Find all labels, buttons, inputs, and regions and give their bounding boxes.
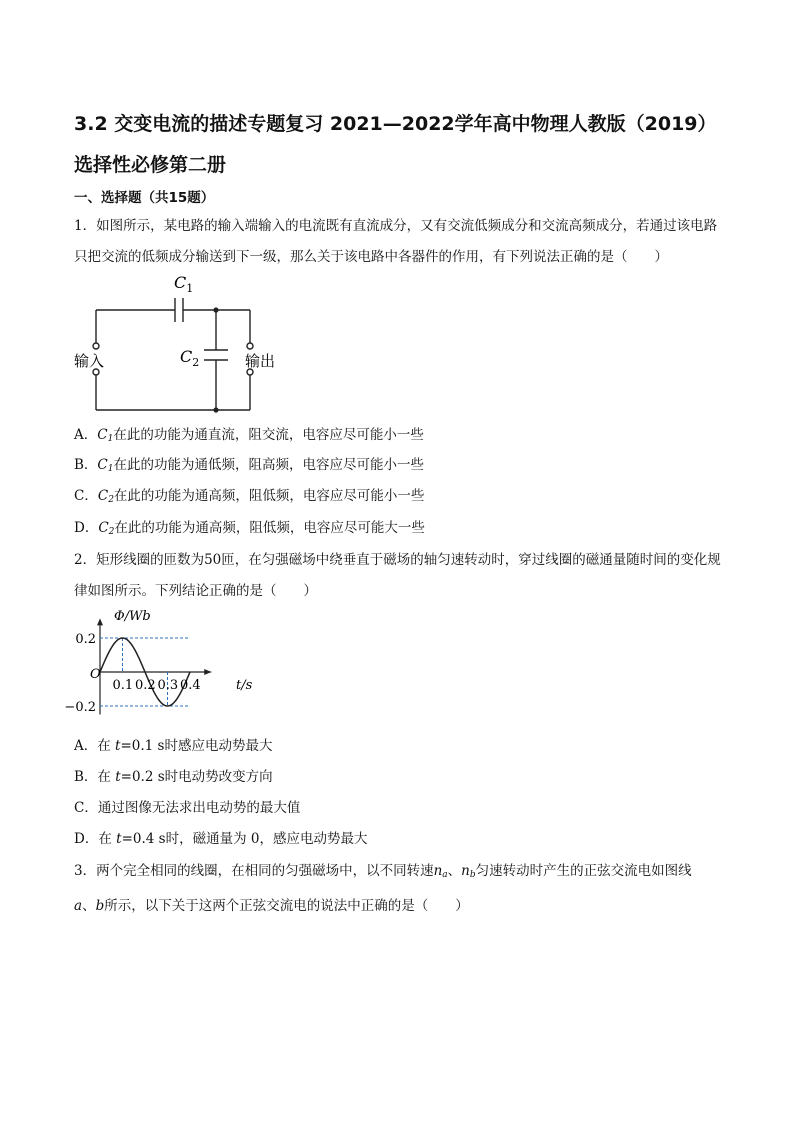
output-label: 输出 — [245, 352, 276, 370]
question-2-stem: 2．矩形线圈的匝数为50匝，在匀强磁场中绕垂直于磁场的轴匀速转动时，穿过线圈的磁通量随时间的变化规律如图所示。下列结论正确的是（ ） — [74, 552, 721, 599]
q1-option-a: A．$C_1$在此的功能为通直流，阻交流，电容应尽可能小一些 — [74, 427, 424, 444]
c2-label: $C_2$ — [180, 347, 200, 369]
q2-option-b: B．在 t=0.2 s时电动势改变方向 — [74, 769, 273, 785]
y-axis-arrow — [97, 618, 103, 625]
input-label: 输入 — [74, 352, 105, 370]
flux-time-chart — [64, 604, 270, 724]
y-tick-label: −0.2 — [64, 700, 96, 715]
x-tick-label: 0.2 — [135, 678, 156, 693]
junction-dot-top — [213, 307, 218, 312]
q2-option-c: C．通过图像无法求出电动势的最大值 — [74, 800, 301, 816]
x-axis-label: t/s — [236, 678, 253, 693]
capacitor-circuit-diagram — [60, 268, 320, 418]
q2-option-a: A．在 t=0.1 s时感应电动势最大 — [74, 738, 273, 754]
q1-option-d: D．$C_2$在此的功能为通高频，阻低频，电容应尽可能大一些 — [74, 520, 425, 537]
question-1-stem: 1．如图所示，某电路的输入端输入的电流既有直流成分，又有交流低频成分和交流高频成分，若通过该电路只把交流的低频成分输送到下一级，那么关于该电路中各器件的作用，有下列说法正确的是（ ） — [74, 218, 718, 265]
q1-option-b: B．$C_1$在此的功能为通低频，阻高频，电容应尽可能小一些 — [74, 457, 424, 474]
c1-label: $C_1$ — [174, 273, 194, 295]
x-tick-label: 0.3 — [157, 678, 179, 693]
question-3-stem: 3．两个完全相同的线圈，在相同的匀强磁场中，以不同转速$n_a$、$n_b$匀速转动时产生的正弦交流电如图线 a、b所示，以下关于这两个正弦交流电的说法中正确的是（ ） — [74, 863, 692, 914]
page-title: 3.2 交变电流的描述专题复习 2021—2022学年高中物理人教版（2019）选择性必修第二册 — [74, 113, 717, 176]
origin-label: O — [90, 667, 101, 682]
q1-option-c: C．$C_2$在此的功能为通高频，阻低频，电容应尽可能小一些 — [74, 488, 425, 505]
section-heading: 一、选择题（共15题） — [74, 190, 215, 206]
q2-option-d: D．在 t=0.4 s时，磁通量为 0，感应电动势最大 — [74, 831, 368, 847]
y-tick-label: 0.2 — [75, 632, 96, 647]
junction-dot-bottom — [213, 407, 218, 412]
x-axis-arrow — [204, 669, 211, 675]
output-terminal-top — [247, 343, 253, 349]
y-axis-label: Φ/Wb — [114, 609, 151, 624]
x-tick-label: 0.1 — [112, 678, 134, 693]
x-tick-label: 0.4 — [180, 678, 201, 693]
input-terminal-top — [93, 343, 99, 349]
